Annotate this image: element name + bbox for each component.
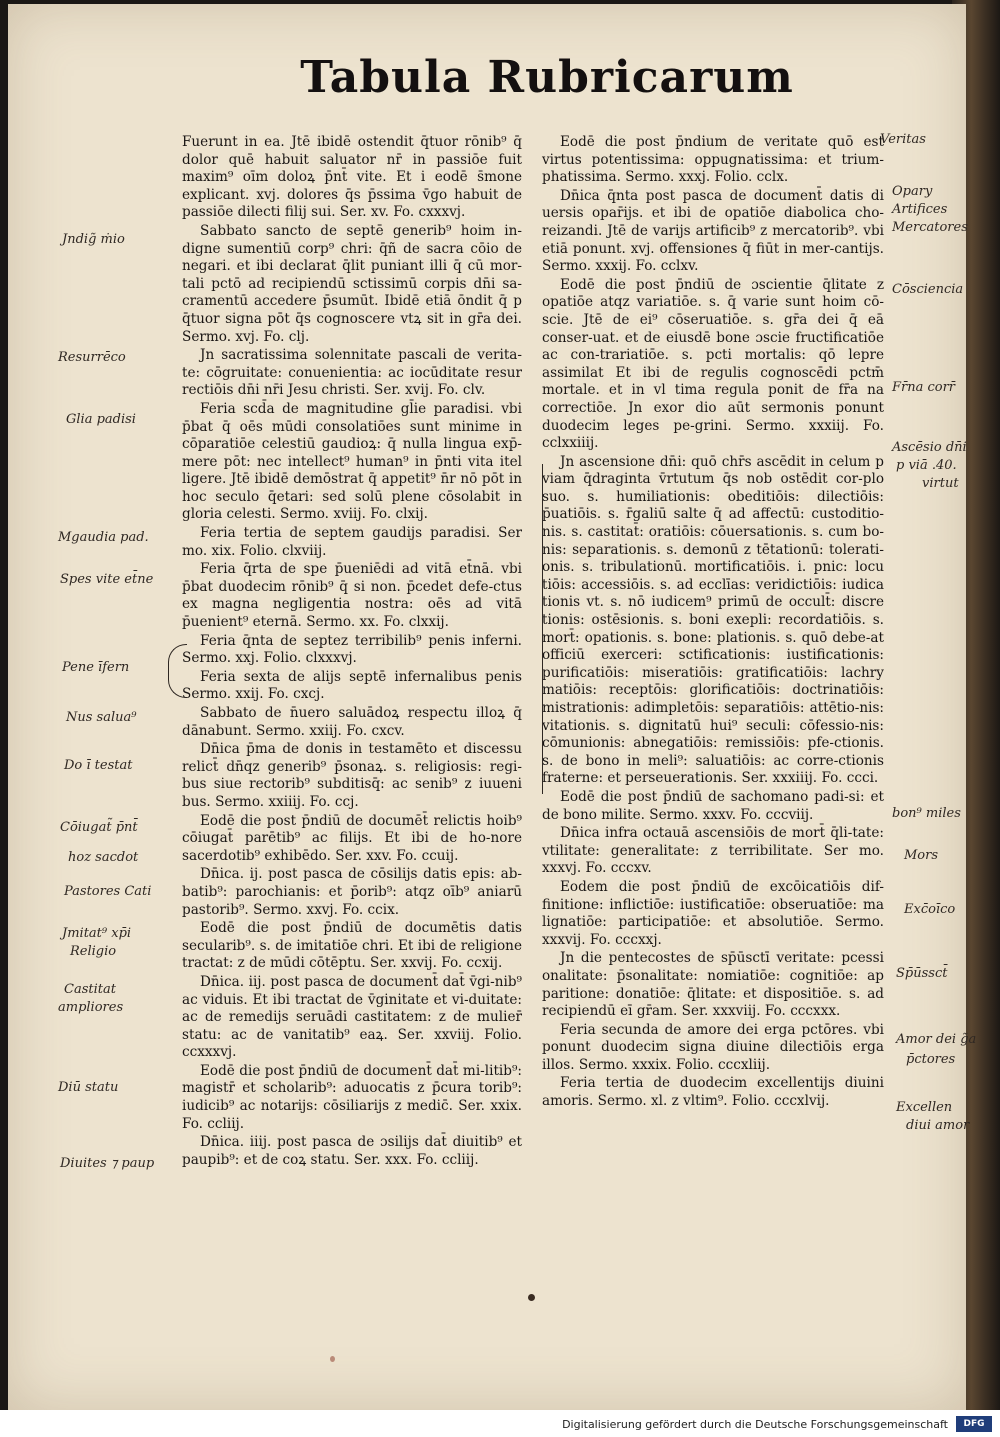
- marginal-annotation: Pene īfern: [62, 660, 130, 675]
- rubric-entry: Dn̄ica. iij. post pasca de document̄ dat̄ v̄gi-nib⁹ ac viduis. Et ibi tractat de v̄ginitate et vi-duitate: ac de remedijs seruādi castitatem: z de mulier̄ statu: ac de vanitatib⁹ eaꝝ. Ser. xxviij. Folio. ccxxxvj.: [182, 973, 522, 1061]
- rubric-entry: Feria q̄nta de septez terribilib⁹ penis inferni. Sermo. xxj. Folio. clxxxvj.: [182, 632, 522, 667]
- marginal-annotation: Diū statu: [58, 1080, 119, 1095]
- marginal-annotation: Cōsciencia: [892, 282, 964, 297]
- marginal-annotation: Mors: [904, 848, 939, 863]
- marginal-annotation: Ascēsio dn̄i: [892, 440, 967, 455]
- rubric-entry: Feria tertia de duodecim excellentijs diuini amoris. Sermo. xl. z vltim⁹. Folio. cccxlvij.: [542, 1075, 884, 1110]
- rubric-entry: Eodē die post p̄ndium de veritate quō est virtus potentissima: oppugnatissima: et trium-phatissima. Sermo. xxxj. Folio. cclx.: [542, 134, 884, 186]
- rubric-entry: Jn sacratissima solennitate pascali de verita-te: cōgruitate: conuenientia: ac iocūditate resur rectiōis dn̄i nr̄i Jesu christi. Ser. xvij. Fo. clv.: [182, 347, 522, 399]
- footer-credit: Digitalisierung gefördert durch die Deutsche Forschungsgemeinschaft: [562, 1418, 948, 1431]
- marginal-annotation: Excellen: [896, 1100, 953, 1115]
- rubric-entry: Dn̄ica infra octauā ascensiōis de mort̄ q̄li-tate: vtilitate: generalitate: z terribilitate. Ser mo. xxxvj. Fo. cccxv.: [542, 825, 884, 877]
- rubric-entry: Eodē die post p̄ndiū de ɔscientie q̄litate z opatiōe atqz variatiōe. s. q̄ varie sunt hoim cō-scie. Jtē de ei⁹ cōseruatiōe. s. gr̄a dei q̄ eā conser-uat. et de eiusdē bone ɔscie fructificatiōe ac con-trariatiōe. s. pcti mortalis: qō lepre assimilat Et ibi de regulis cognoscēdi pctm̄ mortale. et in vl tima regula ponit de fr̄a na correctiōe. Jn exor dio aūt sermonis ponunt duodecim leges pe-grini. Sermo. xxxiij. Fo. cclxxiiij.: [542, 276, 884, 452]
- marginal-annotation: Sp̄ūssct̄: [896, 966, 948, 981]
- marginal-annotation: ampliores: [58, 1000, 124, 1015]
- marginal-annotation: Castitat: [64, 982, 116, 997]
- rubric-entry: Feria scd̄a de magnitudine gl̄ie paradisi. vbi p̄bat q̄ oēs mūdi consolatiōes sunt minime in cōparatiōe celestiū gaudioꝝ: q̄ nulla lingua exp̄-mere pōt: nec intellect⁹ human⁹ in p̄nti vita itel ligere. Jtē ibidē demōstrat q̄ appetit⁹ n̄r nō pōt in hoc seculo q̄etari: sed solū plene cōsolabit in gloria celesti. Sermo. xviij. Fo. clxij.: [182, 400, 522, 523]
- rubric-entry: Dn̄ica q̄nta post pasca de document̄ datis di uersis opar̄ijs. et ibi de opatiōe diabolica cho-reizandi. Jtē de varijs artificib⁹ z mercatorib⁹. vbi etiā ponunt. xvj. offensiones q̄ fiūt in mer-cantijs. Sermo. xxxij. Fo. cclxv.: [542, 187, 884, 275]
- footer-bar: [0, 1410, 1000, 1437]
- marginal-annotation: Veritas: [880, 132, 926, 147]
- marginal-annotation: Spes vite et̄ne: [60, 572, 154, 587]
- marginal-annotation: Mercatores: [892, 220, 968, 235]
- rubric-entry: Eodē die post p̄ndiū de document̄ dat̄ mi-litib⁹: magistr̄ et scholarib⁹: aduocatis z p̄cura torib⁹: iudicib⁹ ac notarijs: cōsiliarijs z medic̄. Ser. xxix. Fo. ccliij.: [182, 1062, 522, 1132]
- marginal-annotation: Cōiugat̃ p̄nt̄: [60, 820, 138, 835]
- ink-spot: [528, 1294, 535, 1301]
- left-text-column: [182, 134, 522, 1170]
- marginal-annotation: Jmitat⁹ xp̄i: [62, 926, 132, 941]
- rubric-entry: Dn̄ica. ij. post pasca de cōsilijs datis epis: ab-batib⁹: parochianis: et p̄orib⁹: atqz oīb⁹ aniarū pastorib⁹. Sermo. xxvj. Fo. ccix.: [182, 866, 522, 918]
- rubric-entry: Feria sexta de alijs septē infernalibus penis Sermo. xxij. Fo. cxcj.: [182, 668, 522, 703]
- marginal-annotation: p viā .40.: [896, 458, 957, 473]
- book-page: [8, 4, 966, 1410]
- marginal-annotation: Do ī testat: [64, 758, 133, 773]
- marginal-annotation: Amor dei g̃a: [896, 1032, 977, 1047]
- marginal-annotation: Pastores Cati: [64, 884, 152, 899]
- marginal-annotation: Mgaudia pad.: [58, 530, 149, 545]
- rubric-entry: Fuerunt in ea. Jtē ibidē ostendit q̄tuor rōnib⁹ q̄ dolor quē habuit saluator nr̄ in passiōe fuit maxim⁹ oīm doloꝝ p̄nt̄ vite. Et i eodē s̄mone explicant. xvj. dolores q̄s p̄ssima v̄go habuit de passiōe dilecti filij sui. Ser. xv. Fo. cxxxvj.: [182, 134, 522, 221]
- dfg-logo: DFG: [956, 1416, 992, 1432]
- rubric-entry: Jn die pentecostes de sp̄ūsctī veritate: pcessi onalitate: p̄sonalitate: nomiatiōe: cognitiōe: ap paritione: donatiōe: q̄litate: et dispositiōe. s. ad recipiendū eī gr̄am. Ser. xxxviij. Fo. cccxxx.: [542, 950, 884, 1020]
- rubric-entry: Sabbato sancto de septē generib⁹ hoim in-digne sumentiū corp⁹ chri: q̄ñ de sacra cōio de negari. et ibi declarat q̄lit puniant illi q̄ cū mor-tali pctō ad recipiendū sctissimū corpis dn̄i sa-cramentū accedere p̄sumūt. Ibidē etiā ōndit q̄ p q̄tuor signa pōt q̄s cognoscere vtꝝ sit in gr̄a dei. Sermo. xvj. Fo. clj.: [182, 222, 522, 345]
- marginal-annotation: Diuites ⁊ paup: [60, 1156, 155, 1171]
- rubric-entry: Sabbato de n̄uero saluādoꝝ respectu illoꝝ q̄ dānabunt. Sermo. xxiij. Fo. cxcv.: [182, 705, 522, 739]
- marginal-annotation: virtut: [922, 476, 959, 491]
- rubric-entry: Eodē die post p̄ndiū de documēt̄ relictis hoib⁹ cōiugat̄ parētib⁹ ac filijs. Et ibi de ho-nore sacerdotib⁹ exhibēdo. Ser. xxv. Fo. ccuij.: [182, 812, 522, 864]
- rubric-entry: Feria q̄rta de spe p̄ueniēdi ad vitā et̄nā. vbi p̄bat duodecim rōnib⁹ q̄ si non. p̄cedet defe-ctus ex magna negligentia nostra: oēs ad vitā p̄uenient⁹ eternā. Sermo. xx. Fo. clxxij.: [182, 561, 522, 631]
- rubric-entry: Eodem die post p̄ndiū de excōicatiōis dif-finitione: inflictiōe: iustificatiōe: obseruatiōe: ma lignatiōe: participatiōe: et absolutiōe. Sermo. xxxvij. Fo. cccxxj.: [542, 878, 884, 948]
- marginal-annotation: Artifices: [892, 202, 948, 217]
- marginal-annotation: Jndig̃ ṁio: [62, 232, 125, 247]
- rubric-entry: Dn̄ica. iiij. post pasca de ɔsilijs dat̄ diuitib⁹ et paupib⁹: et de coꝝ statu. Ser. xxx. Fo. ccliij.: [182, 1134, 522, 1168]
- rubric-entry: Eodē die post p̄ndiū de sachomano padi-si: et de bono milite. Sermo. xxxv. Fo. cccviij.: [542, 788, 884, 823]
- marginal-annotation: Opary: [892, 184, 933, 199]
- margin-bracket-right: [542, 464, 549, 794]
- marginal-annotation: p̄ctores: [906, 1052, 956, 1067]
- right-text-column: [542, 134, 884, 1112]
- rubric-entry: Feria secunda de amore dei erga pctōres. vbi ponunt duodecim signa diuine dilectiōis erga illos. Sermo. xxxix. Folio. cccxliij.: [542, 1021, 884, 1073]
- marginal-annotation: diui amor: [906, 1118, 970, 1133]
- marginal-annotation: hoz sacdot: [68, 850, 139, 865]
- marginal-annotation: Resurrēco: [58, 350, 126, 365]
- rubric-entry: Dn̄ica p̄ma de donis in testamēto et discessu relict̄ dn̄qz generib⁹ p̄sonaꝝ. s. religiosis: regi-bus siue rectorib⁹ subditisq̄: ac senib⁹ z iuueni bus. Sermo. xxiiij. Fo. ccj.: [182, 741, 522, 810]
- ink-spot: [330, 1356, 335, 1362]
- marginal-annotation: bon⁹ miles: [892, 806, 961, 821]
- margin-bracket-left: [168, 644, 187, 698]
- rubric-entry: Jn ascensione dn̄i: quō chr̄s ascēdit in celum p viam q̄draginta v̄rtutum q̄s nob ostēdit cor-plo suo. s. humiliationis: obeditiōis: dilectiōis: p̄uatiōis. s. r̄galiū salte q̄ ad affectū: custoditio-nis. s. castitat̄: oratiōis: cōuersationis. s. cum bo-nis: separationis. s. demonū z tētationū: tolerati-onis. s. tribulationū. mortificatiōis. i. pnic: locu tiōis: accessiōis. s. ad ecclīas: veridictiōis: iudica tionis vt. s. nō iudicem⁹ primū de occult̄: discre tionis: ostēsionis. s. boni exepli: recordatiōis. s. mort̄: opationis. s. bone: plationis. s. quō debe-at officiū exerceri: sctificationis: iustificationis: purificatiōis: miseratiōis: gratificatiōis: lachry matiōis: receptōis: glorificatiōis: doctrinatiōis: mistrationis: adimpletōis: separatiōis: attētio-nis: vitationis. s. dignitatū hui⁹ seculi: cōfessio-nis: cōmunionis: abnegatiōis: remissiōis: pfe-ctionis. s. de bono in meli⁹: saluatiōis: ac corre-ctionis fraterne: et perseuerationis. Ser. xxxiiij. Fo. ccci.: [542, 453, 884, 787]
- marginal-annotation: Religio: [70, 944, 117, 959]
- marginal-annotation: Glia padisi: [66, 412, 136, 427]
- marginal-annotation: Exc̄oīco: [904, 902, 956, 917]
- page-title: Tabula Rubricarum: [300, 52, 794, 103]
- rubric-entry: Eodē die post p̄ndiū de documētis datis secularib⁹. s. de imitatiōe chri. Et ibi de religione tractat: z de mūdi cōtēptu. Ser. xxvij. Fo. ccxij.: [182, 920, 522, 972]
- marginal-annotation: Fr̄na corr̄: [892, 380, 956, 395]
- rubric-entry: Feria tertia de septem gaudijs paradisi. Ser mo. xix. Folio. clxviij.: [182, 525, 522, 559]
- marginal-annotation: Nus salua⁹: [66, 710, 137, 725]
